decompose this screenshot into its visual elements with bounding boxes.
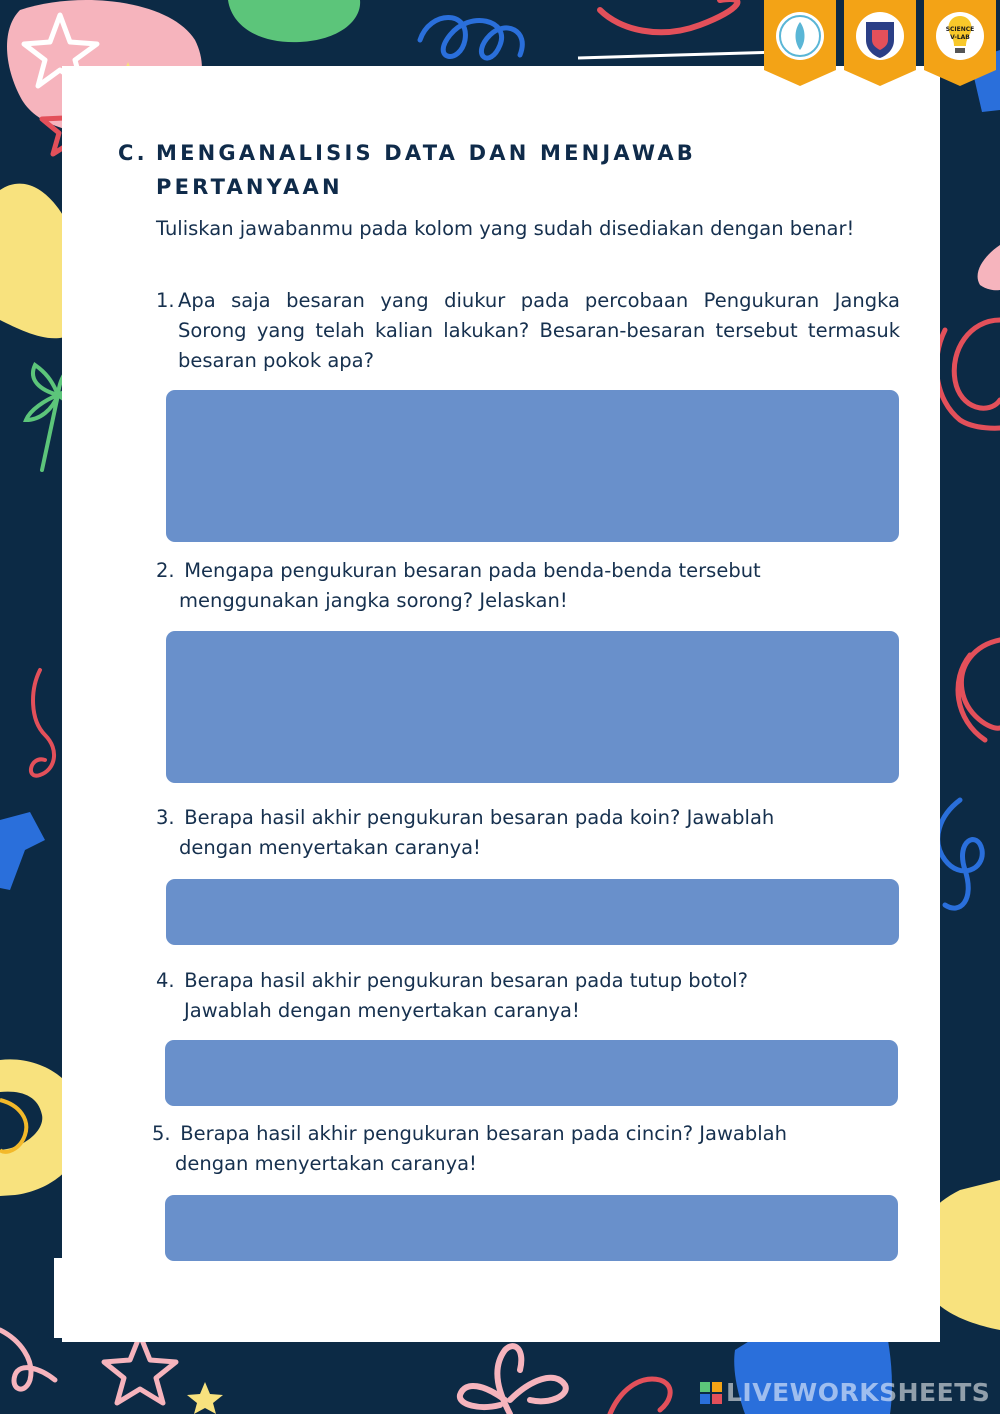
question-3: [156, 803, 900, 863]
white-line-decoration: [578, 52, 780, 58]
red-scribble-decoration: [600, 0, 737, 32]
section-title-line2: PERTANYAAN: [156, 175, 343, 199]
answer-input-1[interactable]: [166, 390, 899, 542]
blue-scribble-right-decoration: [938, 800, 982, 908]
answer-input-3[interactable]: [166, 879, 899, 945]
yellow-swirl-stroke-decoration: [0, 1100, 26, 1152]
answer-input-4[interactable]: [165, 1040, 898, 1106]
worksheet-paper-edge: [54, 1258, 74, 1338]
university-logo-icon: [764, 0, 836, 86]
question-4-line1: Berapa hasil akhir pengukuran besaran pada tutup botol?: [184, 969, 748, 992]
question-3-line1: Berapa hasil akhir pengukuran besaran pada koin? Jawablah: [184, 806, 775, 829]
red-scribble-bottom-decoration: [610, 1379, 670, 1414]
section-letter: C.: [118, 141, 148, 165]
pink-flower-decoration: [460, 1346, 566, 1414]
liveworksheets-logo-icon: [700, 1382, 722, 1404]
question-1-text: Apa saja besaran yang diukur pada percobaan Pengukuran Jangka Sorong yang telah kalian lakukan? Besaran-besaran tersebut termasuk besaran pokok apa?: [178, 289, 900, 372]
question-2-line1: Mengapa pengukuran besaran pada benda-benda tersebut: [184, 559, 761, 582]
section-title-line1: MENGANALISIS DATA DAN MENJAWAB: [156, 141, 697, 165]
answer-box-1[interactable]: [166, 390, 899, 542]
yellow-star-bottom-decoration: [187, 1382, 223, 1414]
question-5-number: 5.: [152, 1122, 171, 1145]
section-heading: [118, 136, 878, 204]
blue-block-decoration: [0, 812, 45, 890]
answer-input-5[interactable]: [165, 1195, 898, 1261]
question-2-line2: menggunakan jangka sorong? Jelaskan!: [179, 589, 568, 612]
answer-box-4[interactable]: [165, 1040, 898, 1106]
logo-text-vlab: V-LAB: [950, 34, 970, 41]
question-1: [156, 286, 900, 376]
question-2-number: 2.: [156, 559, 175, 582]
red-scribble-right-decoration: [937, 320, 1000, 428]
question-4: [156, 966, 900, 1026]
question-2: [156, 556, 900, 616]
answer-box-2[interactable]: [166, 631, 899, 783]
red-ring-decoration: [958, 640, 1000, 740]
pink-blob-right-decoration: [978, 245, 1000, 290]
pink-curl-bottom-left-decoration: [0, 1330, 55, 1389]
school-crest-icon: [844, 0, 916, 86]
question-4-line2: Jawablah dengan menyertakan caranya!: [184, 999, 580, 1022]
question-5: [152, 1119, 900, 1179]
red-scribble-left-decoration: [31, 670, 54, 776]
watermark-text: LIVEWORKSHEETS: [726, 1378, 991, 1407]
answer-box-5[interactable]: [165, 1195, 898, 1261]
science-vlab-logo-icon: [924, 0, 996, 86]
logo-text-science: SCIENCE: [945, 26, 975, 33]
answer-box-3[interactable]: [166, 879, 899, 945]
question-1-number: 1.: [156, 289, 175, 312]
blue-scribble-decoration: [420, 18, 522, 59]
question-3-line2: dengan menyertakan caranya!: [179, 836, 481, 859]
pink-star-bottom-decoration: [104, 1335, 176, 1403]
question-3-number: 3.: [156, 806, 175, 829]
question-5-line1: Berapa hasil akhir pengukuran besaran pada cincin? Jawablah: [180, 1122, 787, 1145]
question-5-line2: dengan menyertakan caranya!: [175, 1152, 477, 1175]
green-blob-decoration: [228, 0, 360, 42]
logo-badges: [760, 0, 1000, 90]
question-4-number: 4.: [156, 969, 175, 992]
instruction-text: Tuliskan jawabanmu pada kolom yang sudah disediakan dengan benar!: [156, 217, 855, 240]
answer-input-2[interactable]: [166, 631, 899, 783]
